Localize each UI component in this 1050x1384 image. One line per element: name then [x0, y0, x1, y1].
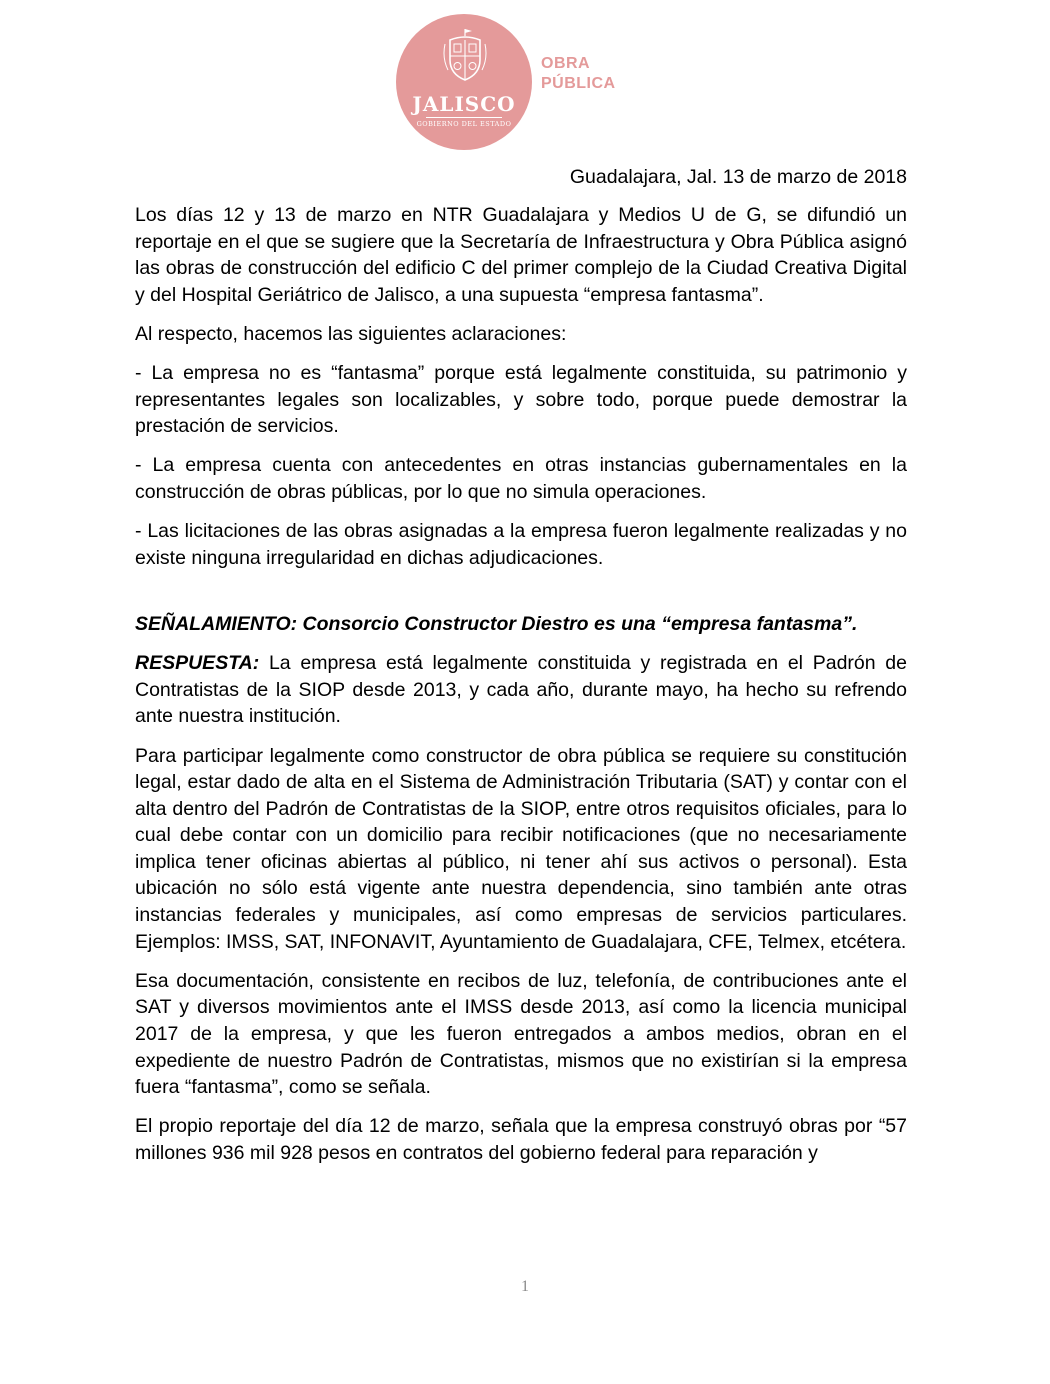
respuesta-text: La empresa está legalmente constituida y registrada en el Padrón de Contratistas de la SIOP desde 2013, y cada año, durante mayo, ha hecho su refrendo ante nuestra institución.	[135, 652, 907, 728]
department-line-2: PÚBLICA	[541, 75, 616, 92]
senalamiento-heading: SEÑALAMIENTO: Consorcio Constructor Diestro es una “empresa fantasma”.	[135, 613, 858, 636]
respuesta-label: RESPUESTA:	[135, 652, 260, 675]
documentation-paragraph: Esa documentación, consistente en recibos de luz, telefonía, de contribuciones ante el SAT y diversos movimientos ante el IMSS desde 2013, así como la licencia municipal 2017 de la empresa, y que les fueron entregados a ambos medios, obran en el expediente de nuestro Padrón de Contratistas, mismos que no existirían si la empresa fuera “fantasma”, como se señala.	[135, 969, 907, 1099]
clarification-item: - La empresa no es “fantasma” porque está legalmente constituida, su patrimonio y representantes legales son localizables, y sobre todo, porque puede demostrar la prestación de servicios.	[135, 361, 907, 438]
date-line: Guadalajara, Jal. 13 de marzo de 2018	[569, 166, 907, 188]
clarification-item: - Las licitaciones de las obras asignadas a la empresa fueron legalmente realizadas y no existe ninguna irregularidad en dichas adjudicaciones.	[135, 519, 907, 569]
logo-circle	[396, 14, 532, 150]
clarifications-lead: Al respecto, hacemos las siguientes aclaraciones:	[135, 322, 567, 345]
page-number: 1	[521, 1278, 529, 1295]
logo-subtitle: GOBIERNO DEL ESTADO	[416, 120, 512, 128]
logo-divider	[426, 117, 502, 118]
logo-name: JALISCO	[412, 92, 516, 116]
clarification-item: - La empresa cuenta con antecedentes en otras instancias gubernamentales en la construcción de obras públicas, por lo que no simula operaciones.	[135, 454, 907, 503]
respuesta-paragraph	[135, 650, 907, 730]
intro-paragraph: Los días 12 y 13 de marzo en NTR Guadalajara y Medios U de G, se difundió un reportaje en el que se sugiere que la Secretaría de Infraestructura y Obra Pública asignó las obras de construcción del edificio C del primer complejo de la Ciudad Creativa Digital y del Hospital Geriátrico de Jalisco, a una supuesta “empresa fantasma”.	[135, 204, 907, 306]
department-line-1: OBRA	[541, 55, 591, 72]
jalisco-logo	[396, 14, 532, 150]
coat-of-arms-icon	[442, 26, 488, 86]
report-paragraph: El propio reportaje del día 12 de marzo, señala que la empresa construyó obras por “57 millones 936 mil 928 pesos en contratos del gobierno federal para reparación y	[135, 1115, 907, 1164]
document-body	[135, 202, 907, 1179]
legal-requirements-paragraph: Para participar legalmente como constructor de obra pública se requiere su constitución legal, estar dado de alta en el Sistema de Administración Tributaria (SAT) y contar con el alta dentro del Padrón de Contratistas de la SIOP, entre otros requisitos oficiales, para lo cual debe contar con un domicilio para recibir notificaciones (que no necesariamente implica tener oficinas abiertas al público, ni tener ahí sus activos o personal). Esta ubicación no sólo está vigente ante nuestra dependencia, sino también ante otras instancias federales y municipales, así como empresas de servicios particulares. Ejemplos: IMSS, SAT, INFONAVIT, Ayuntamiento de Guadalajara, CFE, Telmex, etcétera.	[135, 744, 907, 953]
department-name	[541, 54, 616, 94]
